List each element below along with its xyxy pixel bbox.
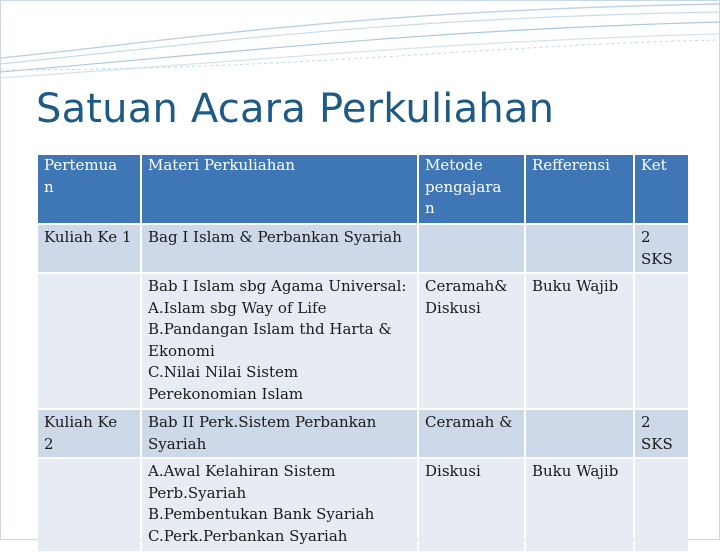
cell-materi: Bab I Islam sbg Agama Universal: A.Islam sbg Way of Life B.Pandangan Islam thd Harta & Ekonomi C.Nilai Nilai Sistem Perekonomian Islam xyxy=(142,274,417,408)
cell-materi: A.Awal Kelahiran Sistem Perb.Syariah B.Pembentukan Bank Syariah C.Perk.Perbankan Syariah xyxy=(142,459,417,551)
slide-title: Satuan Acara Perkuliahan xyxy=(36,86,555,132)
cell-referensi xyxy=(526,410,633,457)
cell-materi: Bab II Perk.Sistem Perbankan Syariah xyxy=(142,410,417,457)
cell-metode: Ceramah& Diskusi xyxy=(419,274,524,408)
table-header-row xyxy=(38,155,688,223)
cell-metode: Ceramah & xyxy=(419,410,524,457)
cell-referensi: Buku Wajib xyxy=(526,459,633,551)
lecture-plan-table xyxy=(36,153,690,553)
cell-pertemuan xyxy=(38,459,140,551)
cell-ket: 2 SKS xyxy=(635,410,688,457)
cell-referensi: Buku Wajib xyxy=(526,274,633,408)
cell-ket: 2 SKS xyxy=(635,225,688,272)
header-ket: Ket xyxy=(635,155,688,223)
cell-materi: Bag I Islam & Perbankan Syariah xyxy=(142,225,417,272)
cell-pertemuan xyxy=(38,274,140,408)
header-pertemuan: Pertemua n xyxy=(38,155,140,223)
table-row xyxy=(38,410,688,457)
cell-referensi xyxy=(526,225,633,272)
header-metode: Metode pengajara n xyxy=(419,155,524,223)
table-row xyxy=(38,225,688,272)
cell-pertemuan: Kuliah Ke 1 xyxy=(38,225,140,272)
decorative-waves xyxy=(0,0,720,80)
header-materi: Materi Perkuliahan xyxy=(142,155,417,223)
table-row xyxy=(38,274,688,408)
table-row xyxy=(38,459,688,551)
cell-pertemuan: Kuliah Ke 2 xyxy=(38,410,140,457)
header-referensi: Refferensi xyxy=(526,155,633,223)
cell-metode xyxy=(419,225,524,272)
cell-ket xyxy=(635,274,688,408)
cell-ket xyxy=(635,459,688,551)
cell-metode: Diskusi xyxy=(419,459,524,551)
